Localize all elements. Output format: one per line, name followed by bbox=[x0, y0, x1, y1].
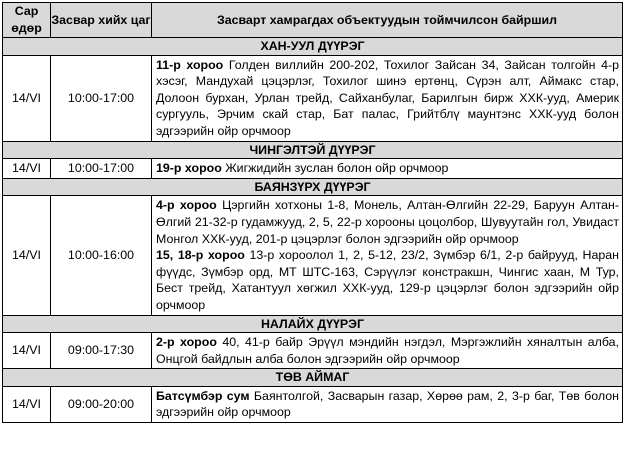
location-cell bbox=[152, 55, 623, 141]
time-cell: 09:00-20:00 bbox=[51, 386, 152, 422]
header-time: Засвар хийх цаг bbox=[51, 3, 152, 38]
section-row bbox=[3, 315, 623, 333]
khoroo-label: 2-р хороо bbox=[156, 335, 217, 350]
section-title: БАЯНЗҮРХ ДҮҮРЭГ bbox=[3, 178, 623, 196]
section-row bbox=[3, 38, 623, 56]
section-title: НАЛАЙХ ДҮҮРЭГ bbox=[3, 315, 623, 333]
date-cell: 14/VI bbox=[3, 386, 51, 422]
location-cell bbox=[152, 159, 623, 179]
time-cell: 09:00-17:30 bbox=[51, 333, 152, 369]
location-text: Цэргийн хотхоны 1-8, Монель, Алтан-Өлгийн 22-29, Баруун Алтан-Өлгий 21-32-р гудамжууд, 2, 5, 22-р хорооны цоцолбор, Шувуутайн гол, Увидаст Монгол ХХК-ууд, 201-р цэцэрлэг болон эдгээрийн ойр орчмоор bbox=[156, 198, 619, 246]
location-text: Голден виллийн 200-202, Тохилог Зайсан 34, Зайсан толгойн 4-р хэсэг, Мандухай цэцэрлэг, Тохилог шинэ ертөнц, Сүрэн алт, Аймакс стар, Долоон бурхан, Урлан трейд, Сайханбулаг, Барилгын бирж ХХК-ууд, Америк сургууль, Эрчим скай стар, Бат палас, Грийтблү маунтэнс ХХК-ууд болон эдгээрийн ойр орчмоор bbox=[156, 57, 619, 138]
time-cell: 10:00-17:00 bbox=[51, 55, 152, 141]
location-cell bbox=[152, 196, 623, 315]
time-cell: 10:00-17:00 bbox=[51, 159, 152, 179]
location-cell bbox=[152, 333, 623, 369]
table-row bbox=[3, 386, 623, 422]
table-body bbox=[3, 38, 623, 423]
khoroo-label: 4-р хороо bbox=[156, 198, 217, 213]
location-cell bbox=[152, 386, 623, 422]
location-text: Жигжидийн зуслан болон ойр орчмоор bbox=[221, 161, 449, 176]
date-cell: 14/VI bbox=[3, 196, 51, 315]
header-location: Засварт хамрагдах объектуудын тоймчилсон байршил bbox=[152, 3, 623, 38]
section-row bbox=[3, 141, 623, 159]
table-row bbox=[3, 55, 623, 141]
location-text: 13-р хороолол 1, 2, 5-12, 23/2, Зүмбэр 6/1, 2-р байрууд, Наран фүүдс, Зүмбэр орд, МТ ШТС-163, Сэрүүлэг констракшн, Чингис хаан, М Тур, Бест трейд, Хатантуул хөгжил ХХК-ууд, 129-р цэцэрлэг болон эдгээрийн ойр орчмоор bbox=[156, 248, 619, 312]
khoroo-label: 19-р хороо bbox=[156, 161, 222, 176]
soum-label: Батсүмбэр сум bbox=[156, 388, 250, 403]
date-cell: 14/VI bbox=[3, 333, 51, 369]
khoroo-label: 15, 18-р хороо bbox=[156, 248, 245, 263]
header-row bbox=[3, 3, 623, 38]
section-title: ТӨВ АЙМАГ bbox=[3, 369, 623, 387]
location-text: Баянтолгой, Засварын газар, Хөрөө рам, 2, 3-р баг, Төв болон эдгээрийн ойр орчмоор bbox=[156, 388, 619, 420]
location-text: 40, 41-р байр Эрүүл мэндийн нэгдэл, Мэргэжлийн хяналтын алба, Онцгой байдлын алба болон эдгээрийн ойр орчмоор bbox=[156, 335, 619, 366]
section-row bbox=[3, 369, 623, 387]
outage-schedule-table bbox=[2, 2, 623, 423]
section-row bbox=[3, 178, 623, 196]
section-title: ЧИНГЭЛТЭЙ ДҮҮРЭГ bbox=[3, 141, 623, 159]
date-cell: 14/VI bbox=[3, 159, 51, 179]
header-date: Сар өдөр bbox=[3, 3, 51, 38]
table-row bbox=[3, 333, 623, 369]
table-row bbox=[3, 196, 623, 315]
section-title: ХАН-УУЛ ДҮҮРЭГ bbox=[3, 38, 623, 56]
khoroo-label: 11-р хороо bbox=[156, 57, 224, 72]
table-row bbox=[3, 159, 623, 179]
date-cell: 14/VI bbox=[3, 55, 51, 141]
time-cell: 10:00-16:00 bbox=[51, 196, 152, 315]
